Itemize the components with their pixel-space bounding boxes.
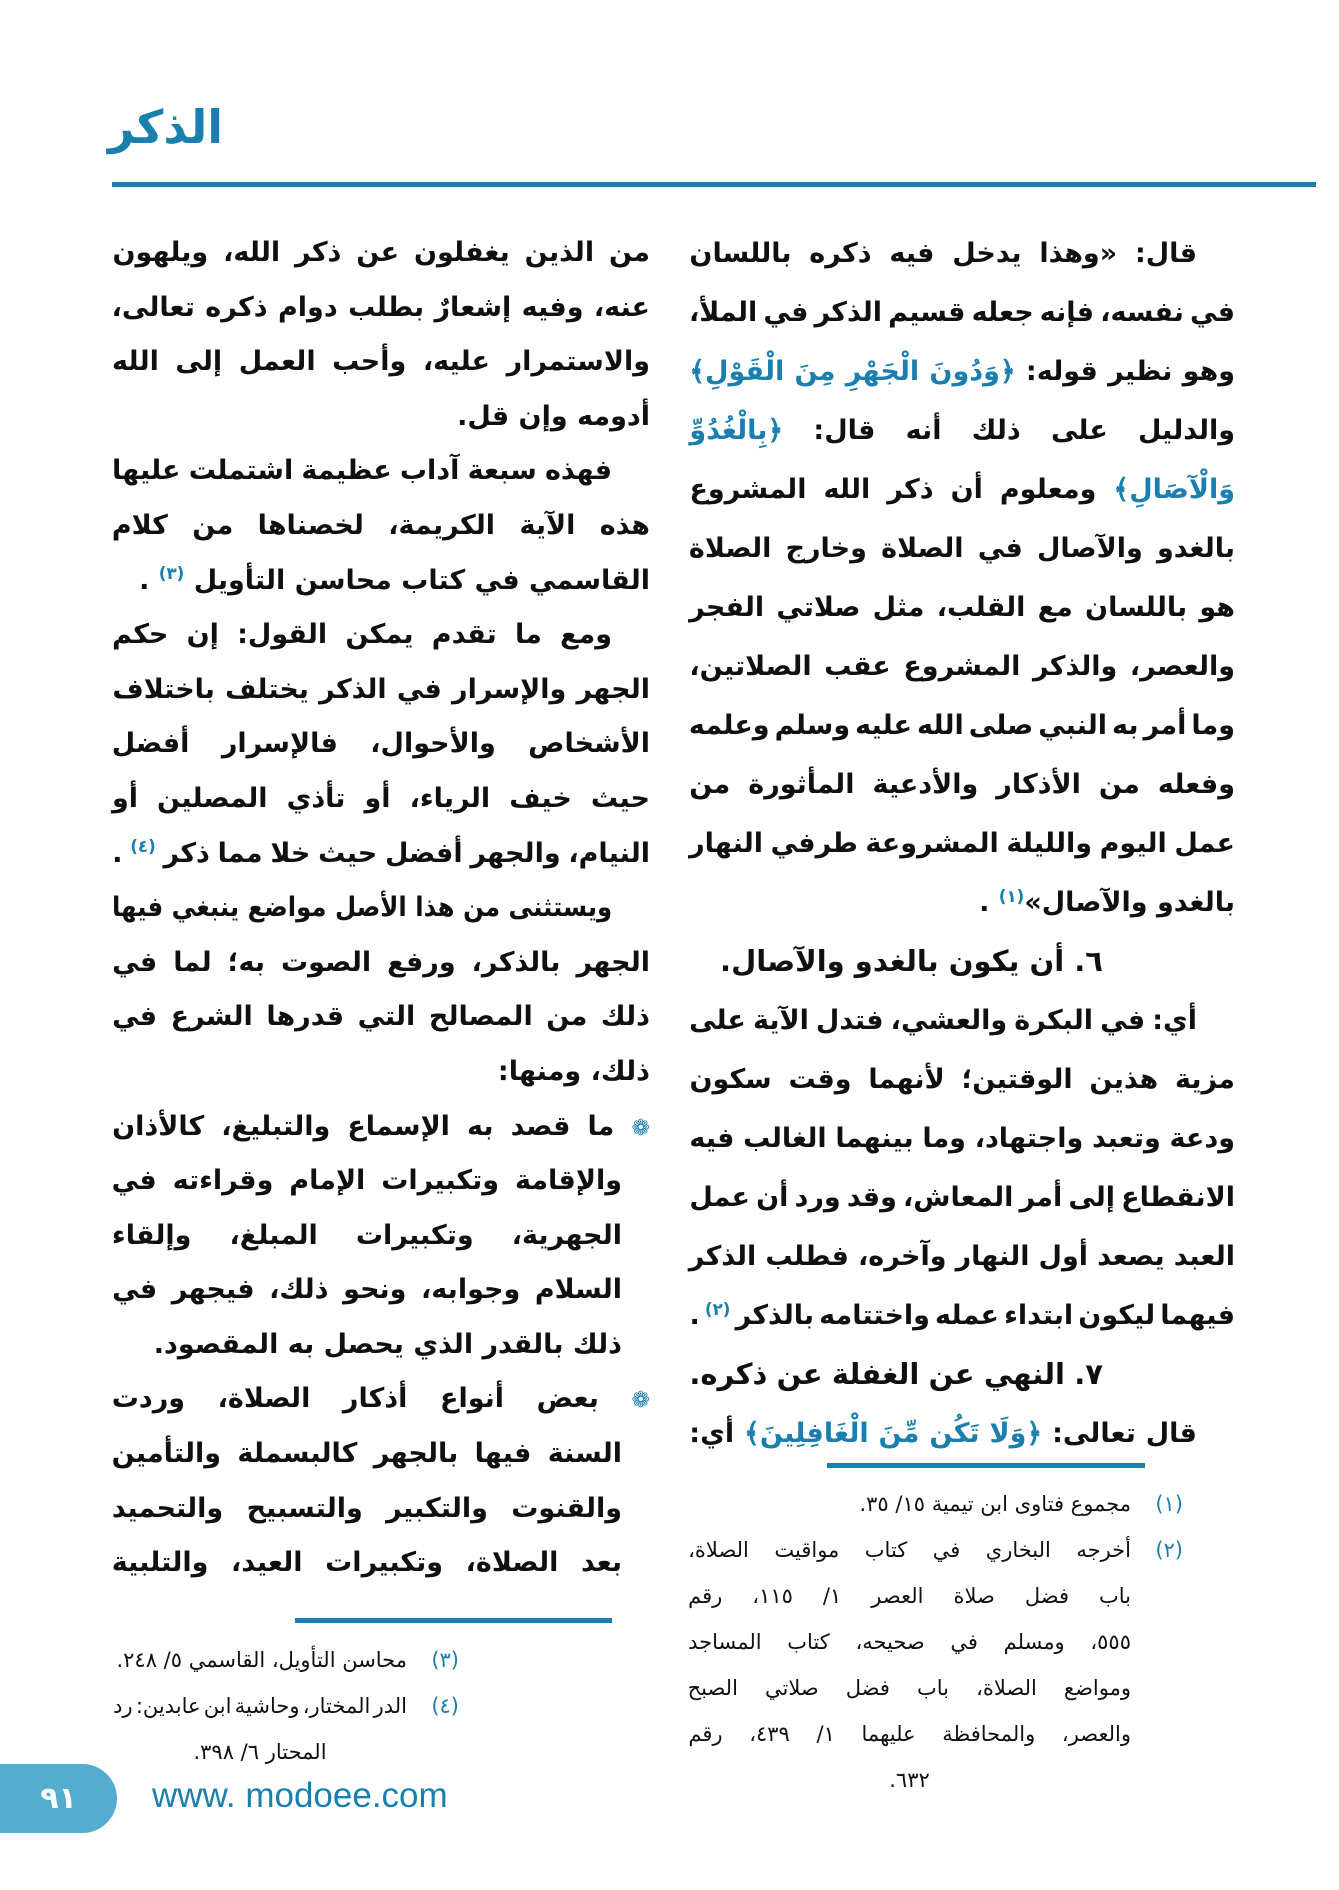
text-run: والاستمرار عليه، وأحب العمل إلى الله (112, 346, 650, 378)
text-run: حيث خيف الرياء، أو تأذي المصلين أو (111, 782, 650, 814)
text-line (689, 1050, 1235, 1109)
text-line (112, 335, 650, 390)
text-line (689, 1168, 1235, 1227)
text-line (112, 1100, 650, 1155)
text-line (689, 578, 1235, 637)
footnote-ref: (١) (998, 885, 1025, 906)
website-text: www. modoee.com (152, 1776, 448, 1815)
text-line (112, 827, 650, 882)
text-run: ودعة وتعبد واجتهاد، وما بينهما الغالب فيه (689, 1123, 1235, 1154)
page-number-badge: ٩١ (0, 1764, 117, 1833)
text-line (689, 814, 1235, 873)
text-run: قال تعالى: (1042, 1418, 1197, 1449)
page-header-title: الذكر (108, 100, 223, 154)
text-run: وما أمر به النبي صلى الله عليه وسلم وعلمه (688, 710, 1235, 741)
text-line (689, 696, 1235, 755)
text-run: هو باللسان مع القلب، مثل صلاتي الفجر (689, 592, 1235, 623)
text-line (112, 936, 650, 991)
footnotes-right (688, 1481, 1185, 1803)
header-rule (112, 182, 1316, 187)
text-run: ما قصد به الإسماع والتبليغ، كالأذان (112, 1110, 632, 1142)
footnote-line: ٥٥٥، ومسلم في صحيحه، كتاب المساجد (688, 1630, 1131, 1654)
text-run: مزية هذين الوقتين؛ لأنهما وقت سكون (689, 1064, 1235, 1095)
text-line (112, 281, 650, 336)
footnote-marker: (٤) (431, 1694, 459, 1718)
text-run: ومع ما تقدم يمكن القول: إن حكم (112, 619, 612, 651)
text-run: . (689, 1300, 705, 1331)
text-line (112, 772, 650, 827)
text-run: ذلك من المصالح التي قدرها الشرع في (112, 1001, 650, 1033)
text-run: والعصر، والذكر المشروع عقب الصلاتين، (689, 651, 1235, 682)
text-run: العبد يصعد أول النهار وآخره، فطلب الذكر (688, 1241, 1235, 1272)
text-run: وفعله من الأذكار والأدعية المأثورة من (689, 769, 1235, 800)
footnote (688, 1481, 1185, 1527)
text-run: في نفسه، فإنه جعله قسيم الذكر في الملأ، (689, 297, 1235, 328)
text-line (112, 1263, 650, 1318)
footnote-line: والعصر، والمحافظة عليهما ١/ ٤٣٩، رقم (688, 1722, 1131, 1746)
text-line (689, 1227, 1235, 1286)
text-line (112, 444, 650, 499)
footnote-marker: (٢) (1155, 1538, 1183, 1562)
text-line (112, 1372, 650, 1427)
quran-quote: ﴿بِالْغُدُوِّ (689, 415, 784, 446)
text-line (689, 460, 1235, 519)
text-run: السنة فيها بالجهر كالبسملة والتأمين (111, 1438, 622, 1470)
text-line (112, 663, 650, 718)
text-run: بالغدو والآصال» (1024, 887, 1235, 918)
text-run: الجهر والإسرار في الذكر يختلف باختلاف (112, 673, 650, 705)
text-line (689, 873, 1235, 932)
text-run: هذه الآية الكريمة، لخصناها من كلام (111, 509, 650, 541)
footnote-line: أخرجه البخاري في كتاب مواقيت الصلاة، (688, 1538, 1131, 1562)
text-run: . (139, 564, 159, 596)
text-run: ذلك بالقدر الذي يحصل به المقصود. (153, 1328, 622, 1360)
footnote-line: المحتار ٦/ ٣٩٨. (193, 1740, 327, 1764)
footnote-marker: (٣) (431, 1648, 459, 1672)
text-run: ٦. أن يكون بالغدو والآصال. (720, 944, 1103, 978)
text-line (689, 1109, 1235, 1168)
text-run: الجهر بالذكر، ورفع الصوت به؛ لما في (112, 946, 650, 978)
text-line (112, 1209, 650, 1264)
right-column (689, 224, 1235, 1463)
text-run: الأشخاص والأحوال، فالإسرار أفضل (111, 728, 650, 760)
footnote-line: ومواضع الصلاة، باب فضل صلاتي الصبح (687, 1676, 1131, 1700)
footnote-marker: (١) (1155, 1492, 1183, 1516)
text-line (112, 881, 650, 936)
quran-quote: وَالْآصَالِ﴾ (1113, 474, 1235, 505)
text-run: ٧. النهي عن الغفلة عن ذكره. (689, 1357, 1103, 1391)
text-run: أدومه وإن قل. (457, 400, 650, 432)
section-heading (689, 932, 1235, 991)
text-line (689, 283, 1235, 342)
flower-bullet-icon: ❁ (631, 1114, 650, 1141)
text-run: . (979, 887, 999, 918)
text-run: والإقامة وتكبيرات الإمام وقراءته في (111, 1165, 622, 1197)
text-run: فيهما ليكون ابتداء عمله واختتامه بالذكر (730, 1300, 1235, 1331)
quran-quote: ﴿وَدُونَ الْجَهْرِ مِنَ الْقَوْلِ﴾ (689, 356, 1016, 387)
text-run: عنه، وفيه إشعارٌ بطلب دوام ذكره تعالى، (111, 291, 650, 323)
text-line (689, 637, 1235, 696)
text-run: والدليل على ذلك أنه قال: (783, 415, 1235, 446)
footnote-ref: (٣) (158, 563, 185, 584)
footnote-line: الدر المختار، وحاشية ابن عابدين: رد (113, 1694, 407, 1718)
text-line (689, 519, 1235, 578)
text-run: وهو نظير قوله: (1015, 356, 1235, 387)
footnote-separator-right (827, 1463, 1145, 1468)
text-run: ومعلوم أن ذكر الله المشروع (689, 474, 1114, 505)
text-run: بالغدو والآصال في الصلاة وخارج الصلاة (688, 533, 1235, 564)
footnote-ref: (٤) (130, 836, 156, 857)
footnote-line: باب فضل صلاة العصر ١/ ١١٥، رقم (688, 1584, 1131, 1608)
text-line (689, 224, 1235, 283)
footnote-line: مجموع فتاوى ابن تيمية ١٥/ ٣٥. (859, 1492, 1131, 1516)
text-run: القاسمي في كتاب محاسن التأويل (184, 564, 650, 596)
text-run: السلام وجوابه، ونحو ذلك، فيجهر في (112, 1274, 622, 1306)
text-run: فهذه سبعة آداب عظيمة اشتملت عليها (112, 455, 612, 487)
text-line (112, 226, 650, 281)
footnote-line: محاسن التأويل، القاسمي ٥/ ٢٤٨. (116, 1648, 407, 1672)
flower-bullet-icon: ❁ (631, 1387, 650, 1414)
text-run: قال: «وهذا يدخل فيه ذكره باللسان (689, 238, 1197, 269)
text-run: ويستثنى من هذا الأصل مواضع ينبغي فيها (111, 892, 612, 924)
footnote (113, 1683, 461, 1775)
text-run: . (112, 837, 131, 869)
text-run: النيام، والجهر أفضل حيث خلا مما ذكر (155, 837, 650, 869)
text-run: بعد الصلاة، وتكبيرات العيد، والتلبية (111, 1547, 622, 1579)
text-line (112, 1482, 650, 1537)
text-line (689, 755, 1235, 814)
footnote-separator-left (295, 1618, 612, 1623)
text-run: أي: في البكرة والعشي، فتدل الآية على (689, 1005, 1197, 1036)
text-line (112, 990, 650, 1045)
text-line (112, 554, 650, 609)
footnote-line: ٦٣٢. (889, 1768, 930, 1792)
text-line (689, 991, 1235, 1050)
text-line (112, 499, 650, 554)
quran-quote: ﴿وَلَا تَكُن مِّنَ الْغَافِلِينَ﴾ (744, 1418, 1043, 1449)
text-run: عمل اليوم والليلة المشروعة طرفي النهار (689, 828, 1235, 859)
text-line (112, 1045, 650, 1100)
footnote (113, 1637, 461, 1683)
section-heading (689, 1345, 1235, 1404)
text-run: الجهرية، وتكبيرات المبلغ، وإلقاء (111, 1219, 622, 1251)
text-line (112, 1154, 650, 1209)
footnotes-left (113, 1637, 461, 1775)
text-line (112, 390, 650, 445)
text-line (112, 1318, 650, 1373)
text-line (689, 1286, 1235, 1345)
left-column (112, 226, 650, 1591)
text-line (112, 608, 650, 663)
text-line (112, 717, 650, 772)
text-line (112, 1536, 650, 1591)
text-line (689, 342, 1235, 401)
text-line (112, 1427, 650, 1482)
text-line (689, 401, 1235, 460)
footnote (688, 1527, 1185, 1803)
text-run: الانقطاع إلى أمر المعاش، وقد ورد أن عمل (689, 1182, 1235, 1213)
text-run: والقنوت والتكبير والتسبيح والتحميد (111, 1492, 622, 1524)
text-run: بعض أنواع أذكار الصلاة، وردت (111, 1383, 632, 1415)
footnote-ref: (٢) (704, 1298, 731, 1319)
text-run: من الذين يغفلون عن ذكر الله، ويلهون (112, 237, 650, 268)
text-run: أي: (689, 1418, 744, 1449)
text-run: ذلك، ومنها: (497, 1055, 650, 1087)
text-line (689, 1404, 1235, 1463)
